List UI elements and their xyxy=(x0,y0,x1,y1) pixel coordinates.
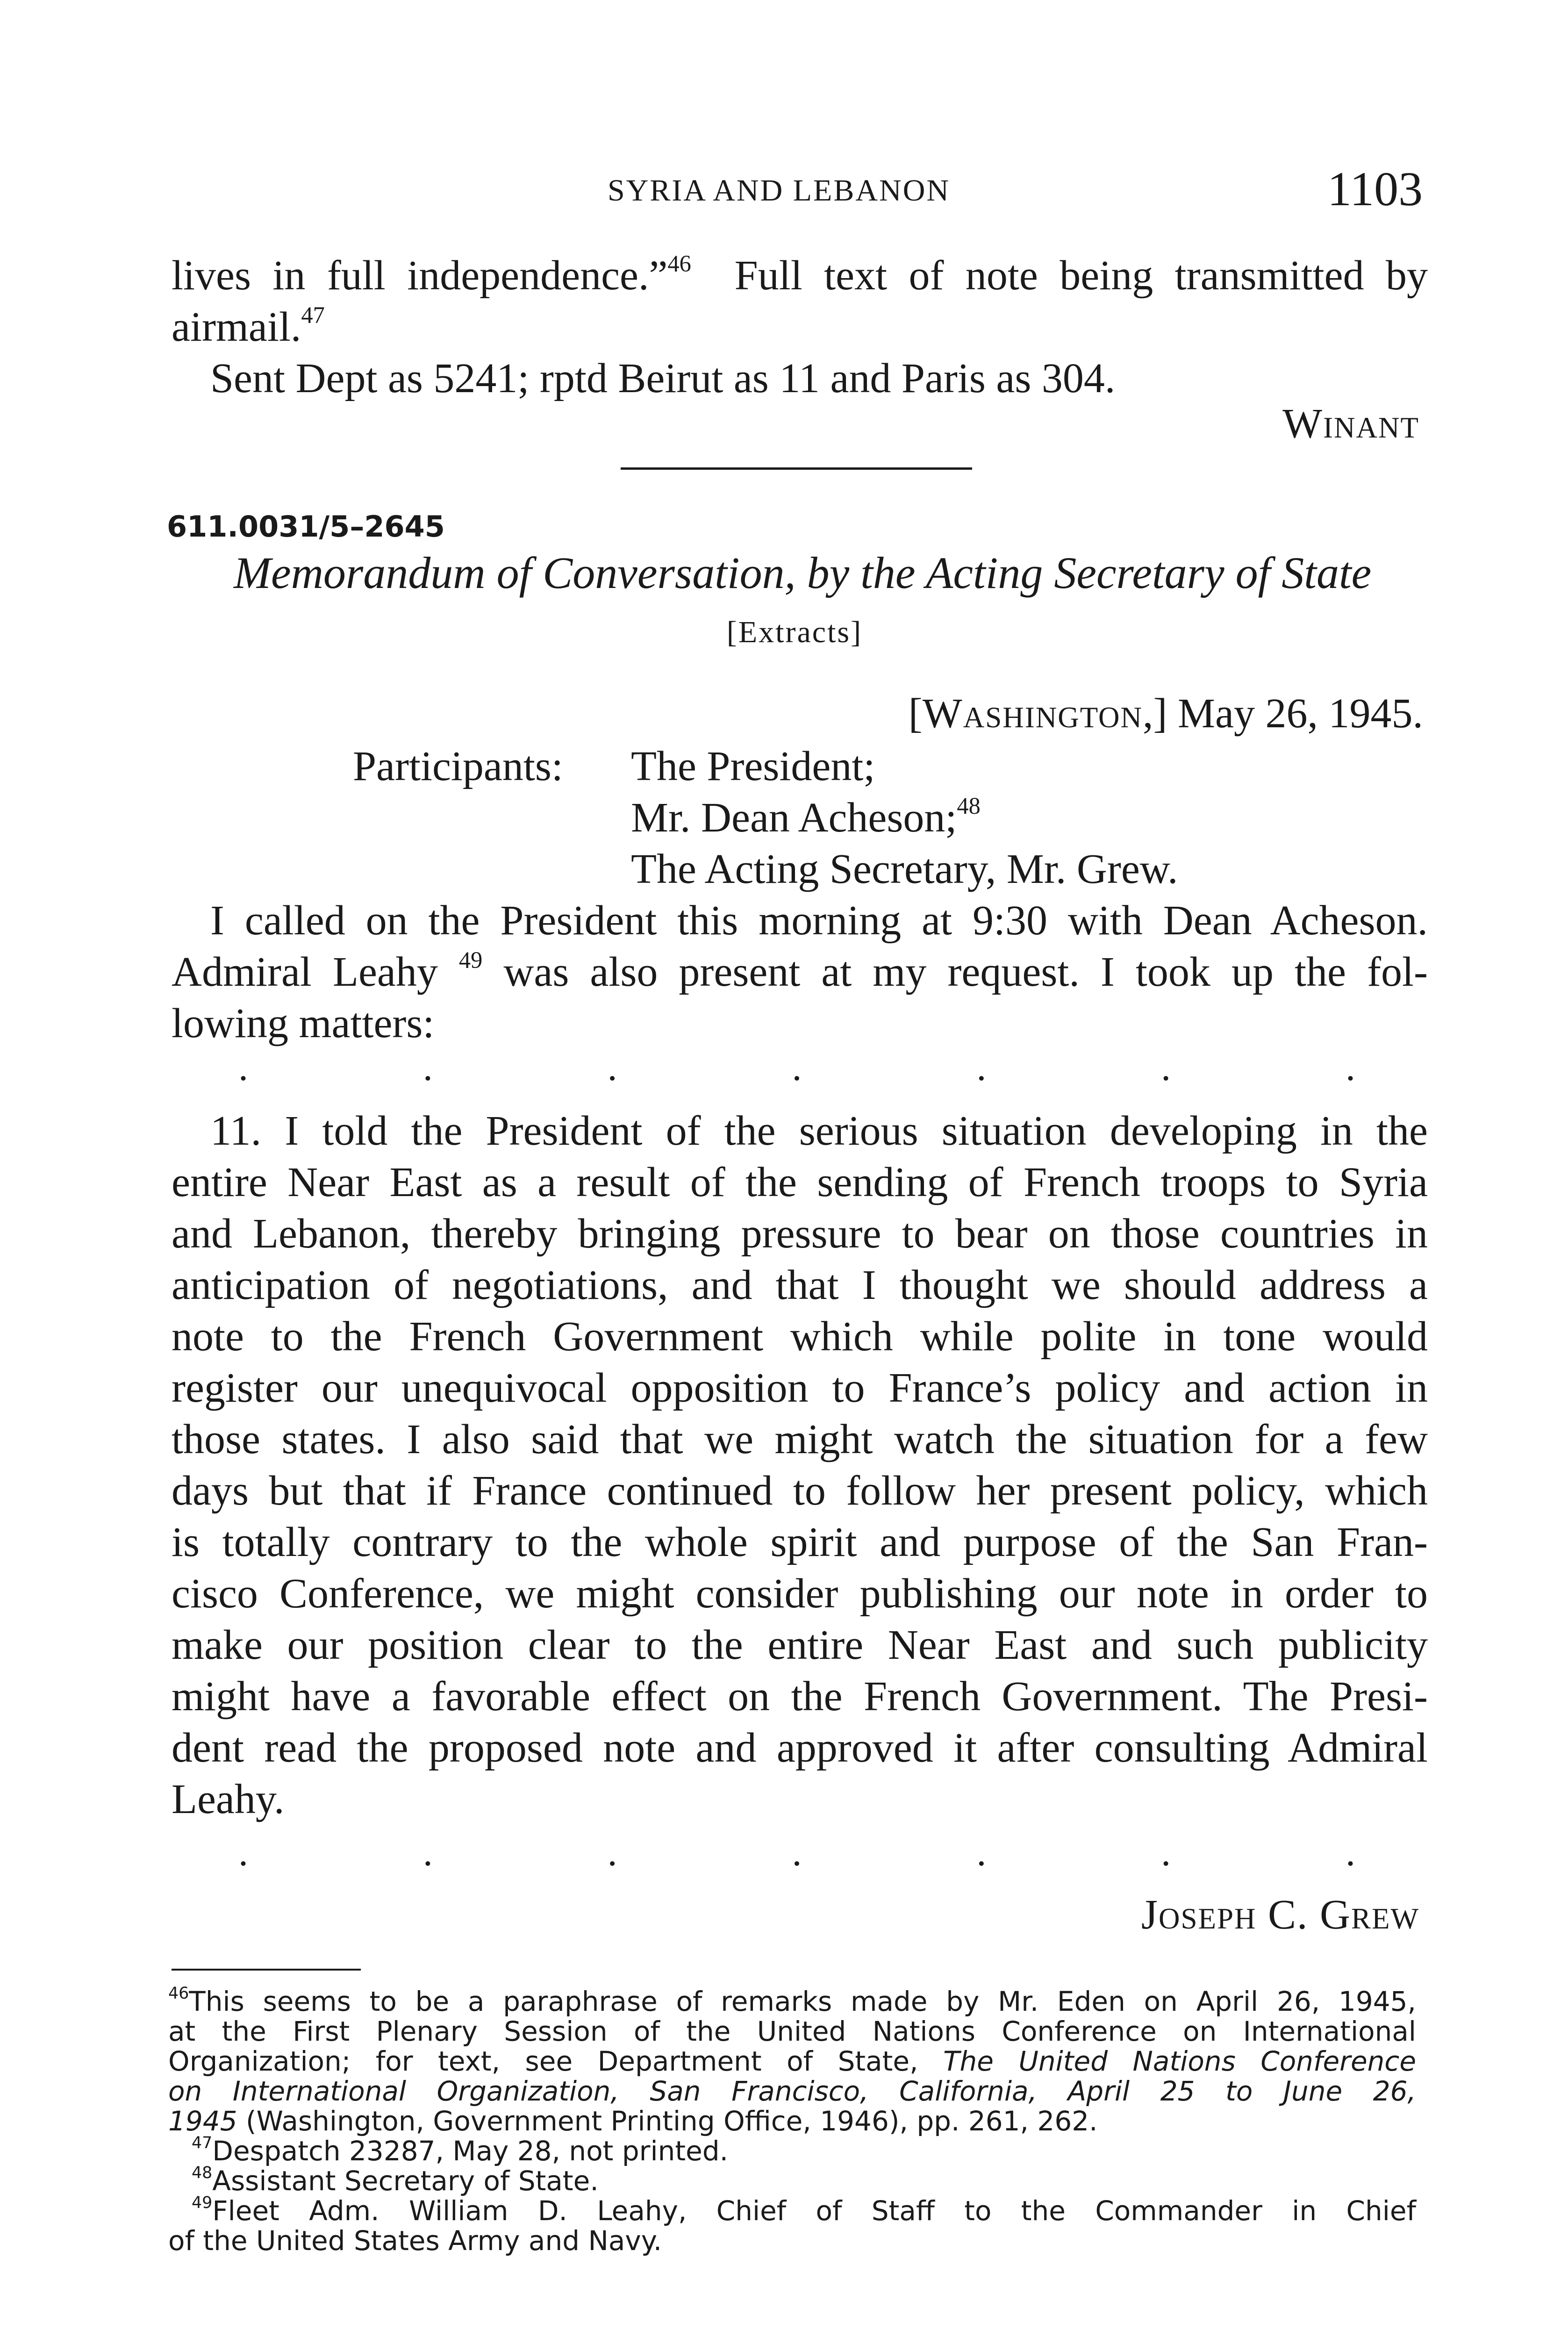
ellipsis-row-1: . . . . . . . xyxy=(238,1046,1355,1089)
footnote-ref-46[interactable]: 46 xyxy=(667,251,691,277)
paragraph-line: those states. I also said that we might watch the situation for a few xyxy=(172,1416,1428,1462)
footnote-49-line-2: of the United States Army and Navy. xyxy=(168,2225,662,2257)
participant-president: The President; xyxy=(631,743,875,789)
footnote-46-line-2: at the First Plenary Session of the United Nations Conference on International xyxy=(168,2015,1416,2047)
signature-winant: Winant xyxy=(1282,401,1419,447)
prev-letter-line-1: lives in full independence.”$^{46}$ Full text of note being transmitted by xyxy=(172,251,1428,299)
paragraph-line: anticipation of negotiations, and that I thought we should address a xyxy=(172,1262,1428,1308)
running-head: SYRIA AND LEBANON xyxy=(608,173,951,208)
dateline: [Washington,] May 26, 1945. xyxy=(908,690,1423,737)
participants-label: Participants: xyxy=(353,743,563,789)
paragraph-line: cisco Conference, we might consider publishing our note in order to xyxy=(172,1570,1428,1617)
paragraph-line: entire Near East as a result of the sending of French troops to Syria xyxy=(172,1159,1428,1205)
paragraph-line: Leahy. xyxy=(172,1776,285,1822)
extracts-label: [Extracts] xyxy=(726,615,863,649)
paragraph-line: and Lebanon, thereby bringing pressure to bear on those countries in xyxy=(172,1211,1428,1257)
file-number: 611.0031/5–2645 xyxy=(167,509,445,544)
section-divider xyxy=(621,467,972,470)
intro-line-3: lowing matters: xyxy=(172,1000,435,1047)
intro-line-2: Admiral Leahy $^{49}$ was also present at my request. I took up the fol- xyxy=(172,947,1428,995)
footnote-ref-49[interactable]: 49 xyxy=(458,947,483,974)
paragraph-line: might have a favorable effect on the French Government. The Presi- xyxy=(172,1673,1428,1720)
paragraph-line: dent read the proposed note and approved it after consulting Admiral xyxy=(172,1725,1428,1771)
footnote-48: $^{48}$Assistant Secretary of State. xyxy=(192,2163,599,2197)
footnote-ref-48[interactable]: 48 xyxy=(957,793,981,819)
footnote-46-line-5: 1945 (Washington, Government Printing Office, 1946), pp. 261, 262. xyxy=(168,2105,1098,2137)
footnote-47: $^{47}$Despatch 23287, May 28, not printed. xyxy=(192,2133,729,2167)
participant-acheson: Mr. Dean Acheson;$^{48}$ xyxy=(631,793,981,841)
prev-letter-line-3: Sent Dept as 5241; rptd Beirut as 11 and Paris as 304. xyxy=(210,355,1116,401)
memo-title: Memorandum of Conversation, by the Acting Secretary of State xyxy=(234,548,1372,598)
paragraph-line: make our position clear to the entire Near East and such publicity xyxy=(172,1622,1428,1668)
paragraph-line: days but that if France continued to follow her present policy, which xyxy=(172,1468,1428,1514)
paragraph-line: register our unequivocal opposition to France’s policy and action in xyxy=(172,1365,1428,1411)
signature-grew: Joseph C. Grew xyxy=(1141,1892,1419,1938)
footnote-46-line-1: $^{46}$This seems to be a paraphrase of remarks made by Mr. Eden on April 26, 1945, xyxy=(168,1984,1416,2017)
participant-grew: The Acting Secretary, Mr. Grew. xyxy=(631,846,1178,892)
prev-letter-line-2: airmail.$^{47}$ xyxy=(172,302,325,350)
footnote-rule xyxy=(172,1969,361,1971)
paragraph-line: note to the French Government which while polite in tone would xyxy=(172,1313,1428,1360)
footnote-ref-47[interactable]: 47 xyxy=(301,302,325,329)
ellipsis-row-2: . . . . . . . xyxy=(238,1831,1355,1874)
footnote-46-line-4: on International Organization, San Francisco, California, April 25 to June 26, xyxy=(168,2075,1416,2107)
footnote-46-line-3: Organization; for text, see Department of State, The United Nations Conference xyxy=(168,2045,1417,2077)
paragraph-line: is totally contrary to the whole spirit and purpose of the San Fran- xyxy=(172,1519,1428,1565)
paragraph-line: 11. I told the President of the serious situation developing in the xyxy=(210,1108,1428,1154)
intro-line-1: I called on the President this morning at 9:30 with Dean Acheson. xyxy=(210,897,1428,944)
footnote-49-line-1: $^{49}$Fleet Adm. William D. Leahy, Chief of Staff to the Commander in Chief xyxy=(192,2193,1416,2227)
page-number: 1103 xyxy=(1327,162,1423,216)
